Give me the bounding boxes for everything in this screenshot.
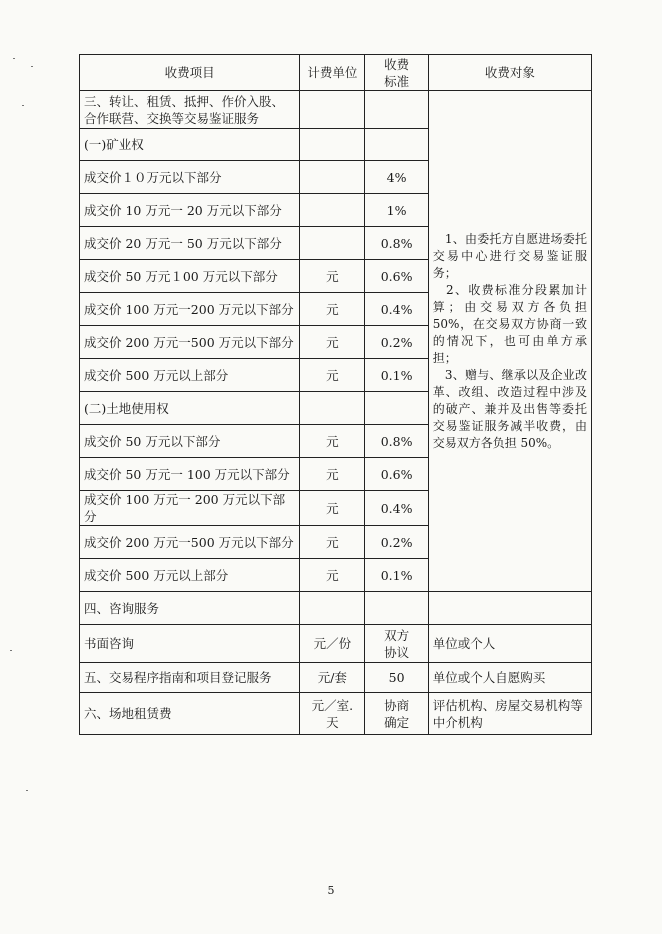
group-mining-rights: (一)矿业权 (80, 129, 300, 161)
row-standard: 0.1% (365, 359, 428, 392)
row-item: 成交价 500 万元以上部分 (80, 559, 300, 592)
row-unit: 元 (300, 526, 365, 559)
row-standard: 0.8% (365, 227, 428, 260)
row-standard: 1% (365, 194, 428, 227)
row-target: 评估机构、房屋交易机构等中介机构 (428, 693, 591, 735)
row-unit (300, 227, 365, 260)
empty-cell (428, 592, 591, 625)
row-target: 单位或个人自愿购买 (428, 663, 591, 693)
fee-notes: 1、由委托方自愿进场委托交易中心进行交易鉴证服务； 2、收费标准分段累加计算；由交易双方各负担 50%，在交易双方协商一致的情况下，也可由单方承担； 3、赠与、继承以及企业改革、改组、改造过程中涉及的破产、兼并及出售等委托交易鉴证服务减半收费，由交易双方各负担 50%。 (428, 91, 591, 592)
row-unit: 元 (300, 293, 365, 326)
group-land-use-rights: (二)土地使用权 (80, 392, 300, 425)
row-unit: 元／份 (300, 625, 365, 663)
empty-cell (300, 91, 365, 129)
row-target: 单位或个人 (428, 625, 591, 663)
row-item: 成交价 50 万元以下部分 (80, 425, 300, 458)
row-unit: 元/套 (300, 663, 365, 693)
row-standard: 0.2% (365, 526, 428, 559)
row-item: 成交价 100 万元一 200 万元以下部分 (80, 491, 300, 526)
fee-table (79, 54, 592, 735)
row-item: 成交价 200 万元一500 万元以下部分 (80, 326, 300, 359)
header-item: 收费项目 (80, 55, 300, 91)
row-standard: 0.6% (365, 260, 428, 293)
row-standard: 0.2% (365, 326, 428, 359)
empty-cell (300, 592, 365, 625)
row-standard: 0.6% (365, 458, 428, 491)
row-unit: 元 (300, 491, 365, 526)
scan-speck (13, 58, 15, 59)
table-row (80, 693, 592, 735)
header-unit: 计费单位 (300, 55, 365, 91)
table-row (80, 625, 592, 663)
row-unit: 元／室. 天 (300, 693, 365, 735)
row-item: 成交价１０万元以下部分 (80, 161, 300, 194)
row-unit (300, 194, 365, 227)
row-standard: 双方 协议 (365, 625, 428, 663)
scan-speck (10, 650, 12, 651)
table-row (80, 663, 592, 693)
table-header-row (80, 55, 592, 91)
row-standard: 0.4% (365, 293, 428, 326)
scan-speck (31, 66, 33, 67)
row-standard: 0.8% (365, 425, 428, 458)
row-unit (300, 161, 365, 194)
header-target: 收费对象 (428, 55, 591, 91)
row-unit: 元 (300, 458, 365, 491)
section-4-title: 四、咨询服务 (80, 592, 300, 625)
header-standard: 收费 标准 (365, 55, 428, 91)
row-item: 成交价 50 万元一 100 万元以下部分 (80, 458, 300, 491)
empty-cell (365, 91, 428, 129)
empty-cell (365, 129, 428, 161)
row-standard: 0.4% (365, 491, 428, 526)
row-item: 成交价 200 万元一500 万元以下部分 (80, 526, 300, 559)
row-unit: 元 (300, 559, 365, 592)
row-standard: 4% (365, 161, 428, 194)
empty-cell (365, 592, 428, 625)
empty-cell (300, 392, 365, 425)
row-standard: 0.1% (365, 559, 428, 592)
row-item: 成交价 100 万元一200 万元以下部分 (80, 293, 300, 326)
row-item: 成交价 10 万元一 20 万元以下部分 (80, 194, 300, 227)
empty-cell (300, 129, 365, 161)
scan-speck (26, 790, 28, 791)
empty-cell (365, 392, 428, 425)
row-unit: 元 (300, 260, 365, 293)
row-item: 成交价 50 万元１00 万元以下部分 (80, 260, 300, 293)
section-row (80, 91, 592, 129)
page-number: 5 (327, 884, 335, 897)
row-item: 成交价 500 万元以上部分 (80, 359, 300, 392)
row-unit: 元 (300, 425, 365, 458)
row-standard: 协商 确定 (365, 693, 428, 735)
row-item: 成交价 20 万元一 50 万元以下部分 (80, 227, 300, 260)
row-unit: 元 (300, 326, 365, 359)
row-item: 书面咨询 (80, 625, 300, 663)
row-standard: 50 (365, 663, 428, 693)
section-3-title: 三、转让、租赁、抵押、作价入股、合作联营、交换等交易鉴证服务 (80, 91, 300, 129)
row-item: 五、交易程序指南和项目登记服务 (80, 663, 300, 693)
row-unit: 元 (300, 359, 365, 392)
row-item: 六、场地租赁费 (80, 693, 300, 735)
section-row (80, 592, 592, 625)
scan-speck (22, 105, 24, 106)
